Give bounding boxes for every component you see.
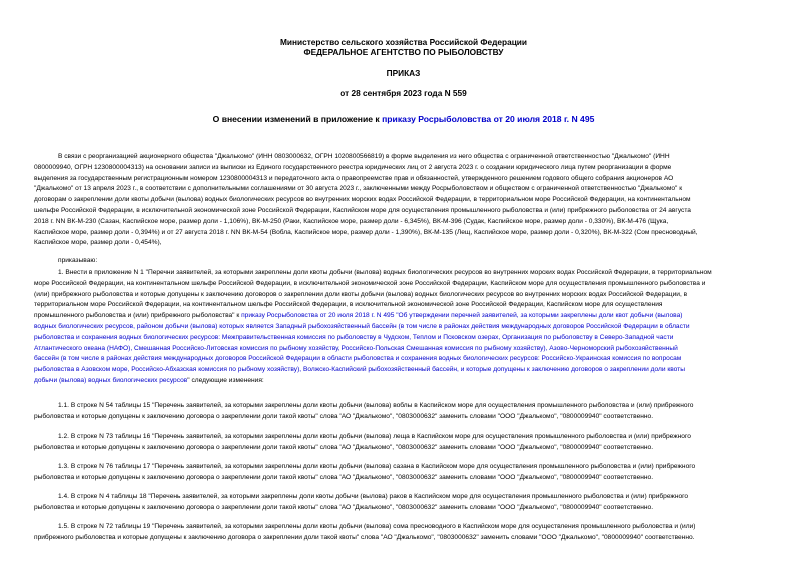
preamble-paragraph bbox=[34, 152, 771, 249]
subitem-line: рыболовства и которые допущены к заключению договора о закреплении доли такой квоты" слова "АО "Джалькомо", "0803000632" заменить словами "ООО "Джалькомо", "0800009940" соответственно. bbox=[34, 412, 654, 420]
preamble-line: выделения за государственным регистрационным номером 1230800004313 и передаточного акта о правопреемстве прав и обязанностей, утвержденного решением годового общего собрания акционеров АО bbox=[34, 174, 674, 182]
order-word bbox=[34, 256, 771, 267]
subitem-line: 1.5. В строке N 72 таблицы 19 "Перечень заявителей, за которыми закреплены доли квоты добычи (вылова) сома пресноводного в Каспийском море для осуществления промышленного рыболовства и (или) bbox=[58, 523, 696, 530]
item1-line: 1. Внести в приложение N 1 "Перечни заявителей, за которыми закреплены доли квоты добычи (вылова) водных биологических ресурсов во внутренних морских водах Российской Федерации, в территориальном bbox=[58, 269, 712, 276]
item1-line-with-link bbox=[34, 311, 771, 322]
order-495-link[interactable]: приказу Росрыболовства от 20 июля 2018 г. N 495 "Об утверждении перечней заявителей, за которыми закреплены доли квот добычи (вылова) bbox=[241, 312, 683, 320]
item1-text: промышленного рыболовства и (или) прибрежного рыболовства" к bbox=[34, 312, 242, 320]
subitem-1-3 bbox=[34, 462, 771, 484]
item1-link-line[interactable]: водных биологических ресурсов, районом добычи (вылова) которых является Западный рыбохозяйственный бассейн (в том числе в районах действия международных договоров Российской Федерации в области bbox=[34, 322, 690, 330]
subitem-line: рыболовства и которые допущены к заключению договора о закреплении доли такой квоты" слова "АО "Джалькомо", "0803000632" заменить словами "ООО "Джалькомо", "0800009940" соответственно. bbox=[34, 443, 654, 451]
subitem-line: рыболовства и которые допущены к заключению договора о закреплении доли такой квоты" слова "АО "Джалькомо", "0803000632" заменить словами "ООО "Джалькомо", "0800009940" соответственно. bbox=[34, 473, 654, 481]
item1-line: море Российской Федерации, на континентальном шельфе Российской Федерации, в исключительной экономической зоне Российской Федерации, Каспийском море для осуществления промышленного рыболовства и bbox=[34, 279, 706, 287]
preamble-line: "Джалькомо" от 13 апреля 2023 г., в соответствии с дополнительными соглашениями от 30 августа 2023 г., заключенными между Росрыболовством и обществом с ограниченной ответственностью "Джалькомо" к bbox=[34, 185, 683, 193]
preamble-line: Каспийское море, размер доли - 0,454%), bbox=[34, 239, 162, 247]
subitem-1-2 bbox=[34, 432, 771, 454]
preamble-line: 0800009940, ОГРН 1230800004313) на основании записи из выписки из Единого государственного реестра юридических лиц от 2 августа 2023 г. о создании юридического лица путем реорганизации в форме bbox=[34, 163, 672, 171]
subitem-line: 1.3. В строке N 76 таблицы 17 "Перечень заявителей, за которыми закреплены доли квоты добычи (вылова) сазана в Каспийском море для осуществления промышленного рыболовства и (или) прибрежного bbox=[58, 463, 696, 470]
preamble-line: В связи с реорганизацией акционерного общества "Джалькомо" (ИНН 0803000632, ОГРН 1020800566819) в форме выделения из него общества с ограниченной ответственностью "Джалькомо" (ИНН bbox=[58, 153, 670, 160]
item1-link-line[interactable]: рыболовства и сохранения водных биологических ресурсов: Межправительственная комиссия по рыболовству в Чудском, Теплом и Псковском озерах, Организация по рыболовству в Северо-Западной части bbox=[34, 333, 674, 341]
item1-link-line[interactable]: бассейн (в том числе в районах действия международных договоров Российской Федерации в области рыболовства и сохранения водных биологических ресурсов: Российско-Украинская комиссия по вопросам bbox=[34, 355, 682, 363]
subitem-1-4 bbox=[34, 492, 771, 514]
preamble-line: договорам о закреплении доли квоты добычи (вылова) водных биологических ресурсов во внутренних морских водах Российской Федерации, в территориальном море Российской Федерации, на континентальном bbox=[34, 196, 691, 204]
item1-line: территориальном море Российской Федерации, на континентальном шельфе Российской Федерации, в исключительной экономической зоне Российской Федерации, Каспийском море для осуществления bbox=[34, 301, 663, 309]
subitem-line: рыболовства и которые допущены к заключению договора о закреплении доли такой квоты" слова "АО "Джалькомо", "0803000632" заменить словами "ООО "Джалькомо", "0800009940" соответственно. bbox=[34, 503, 654, 511]
item1-text: " следующие изменения: bbox=[187, 376, 264, 384]
ministry-name: Министерство сельского хозяйства Российской Федерации bbox=[280, 37, 527, 47]
order-word-text: приказываю: bbox=[58, 257, 98, 264]
document-type: ПРИКАЗ bbox=[386, 68, 421, 78]
item1-link-line[interactable]: рыболовства в Азовском море, Российско-Абхазская комиссия по рыбному хозяйству), Волжско-Каспийский рыбохозяйственный бассейн, и которые допущены к заключению договоров о закреплении доли квоты bbox=[34, 366, 685, 374]
preamble-line: Каспийское море, размер доли - 0,394%) и от 27 августа 2018 г. NN ВК-М-54 (Вобла, Каспийское море, размер доли - 1,390%), ВК-М-135 (Лещ, Каспийское море, размер доли - 0,320%), ВК-М-322 (Сом пресноводный, bbox=[34, 228, 698, 236]
subitem-line: 1.2. В строке N 73 таблицы 16 "Перечень заявителей, за которыми закреплены доли квоты добычи (вылова) леща в Каспийском море для осуществления промышленного рыболовства и (или) прибрежного bbox=[58, 433, 691, 440]
agency-name: ФЕДЕРАЛЬНОЕ АГЕНТСТВО ПО РЫБОЛОВСТВУ bbox=[303, 47, 504, 57]
preamble-line: шельфе Российской Федерации, в исключительной экономической зоне Российской Федерации, Каспийском море для осуществления промышленного рыболовства и (или) прибрежного рыболовства от 24 августа bbox=[34, 206, 691, 214]
title-prefix: О внесении изменений в приложение к bbox=[212, 114, 383, 124]
item-1-paragraph bbox=[34, 268, 771, 387]
subitem-line: 1.1. В строке N 54 таблицы 15 "Перечень заявителей, за которыми закреплены доли квоты добычи (вылова) воблы в Каспийском море для осуществления промышленного рыболовства и (или) прибрежного bbox=[58, 402, 694, 409]
item1-line: (или) прибрежного рыболовства и которые допущены к заключению договоров о закреплении доли квоты добычи (вылова) водных биологических ресурсов во внутренних морских водах Российской Федерации, в bbox=[34, 290, 688, 298]
document-title bbox=[0, 114, 807, 124]
subitem-line: 1.4. В строке N 4 таблицы 18 "Перечень заявителей, за которыми закреплены доли квоты добычи (вылова) раков в Каспийском море для осуществления промышленного рыболовства и (или) прибрежного bbox=[58, 493, 689, 500]
subitem-1-5 bbox=[34, 522, 771, 544]
title-link[interactable]: приказу Росрыболовства от 20 июля 2018 г. N 495 bbox=[382, 114, 595, 124]
preamble-line: 2018 г. NN ВК-М-230 (Сазан, Каспийское море, размер доли - 1,106%), ВК-М-250 (Раки, Каспийское море, размер доли - 6,345%), ВК-М-396 (Судак, Каспийское море, размер доли - 0,330%), ВК-М-476 (Щука, bbox=[34, 217, 669, 225]
subitem-line: прибрежного рыболовства и которые допущены к заключению договора о закреплении доли такой квоты" слова "АО "Джалькомо", "0803000632" заменить словами "ООО "Джалькомо", "0800009940" соответственно. bbox=[34, 533, 695, 541]
item1-link-end[interactable]: добычи (вылова) водных биологических ресурсов bbox=[34, 376, 188, 384]
document-date-number: от 28 сентября 2023 года N 559 bbox=[340, 88, 467, 98]
subitem-1-1 bbox=[34, 401, 771, 423]
item1-line-with-link bbox=[34, 376, 771, 387]
item1-link-line[interactable]: Атлантического океана (НАФО), Смешанная Российско-Литовская комиссия по рыбному хозяйству, Российско-Польская Смешанная комиссия по рыбному хозяйству), Азово-Черноморский рыбохозяйственный bbox=[34, 344, 678, 352]
